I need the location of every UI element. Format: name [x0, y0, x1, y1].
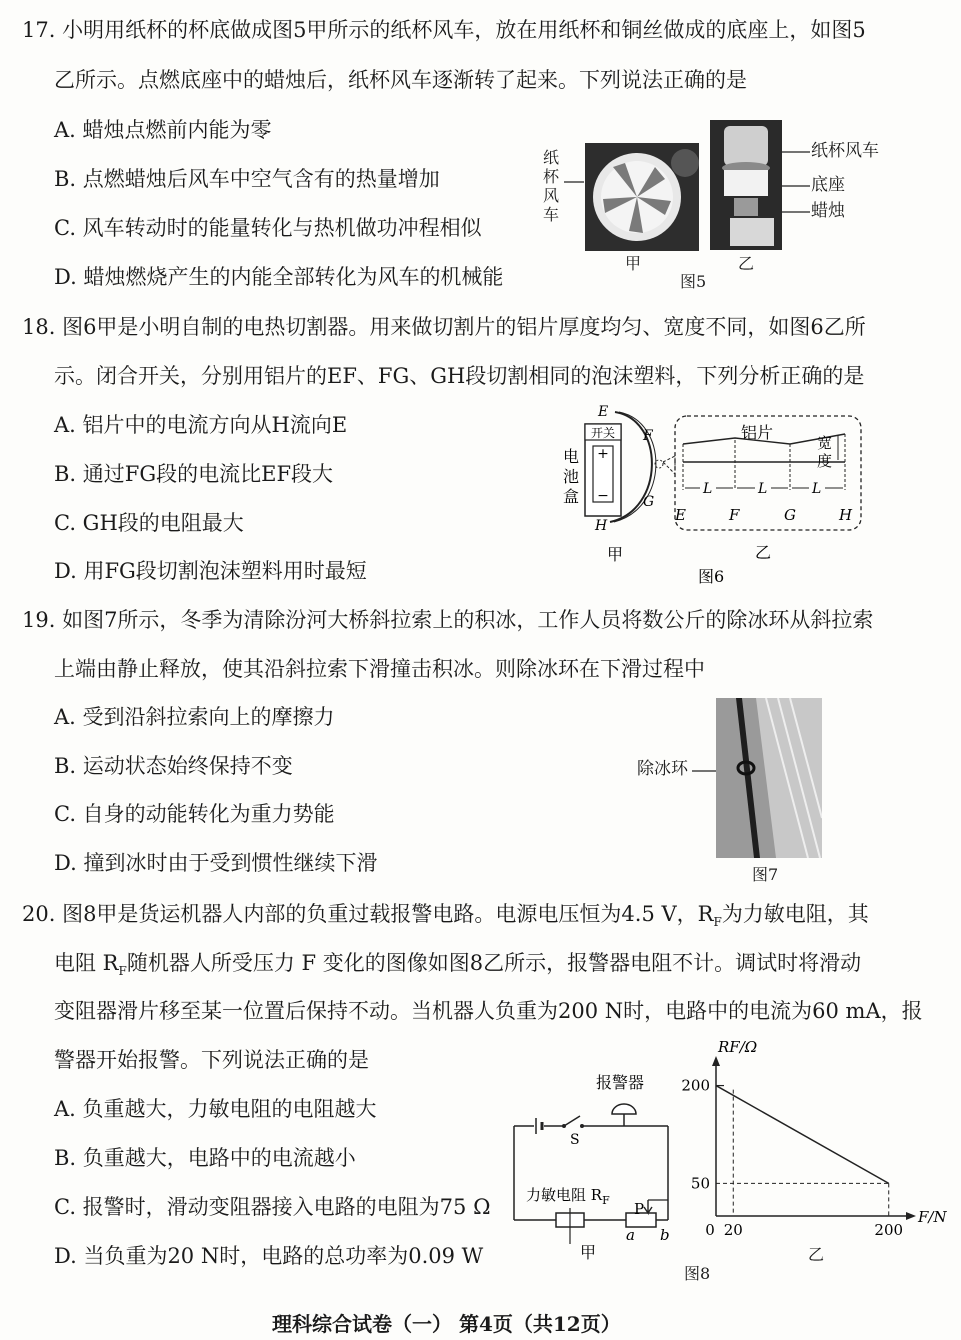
q20-option-c: C. 报警时，滑动变阻器接入电路的电阻为75 Ω — [54, 1195, 491, 1219]
fig6-minus: − — [597, 488, 609, 504]
q20-stem-line4: 警器开始报警。下列说法正确的是 — [54, 1048, 369, 1072]
fig5-yi: 乙 — [738, 254, 755, 273]
fig6-caption: 图6 — [698, 567, 725, 586]
fig8-jia: 甲 — [580, 1243, 597, 1262]
fig8-switch — [564, 1116, 580, 1126]
fig8-switch-label: S — [570, 1132, 580, 1148]
chart-x-tick-0: 0 — [705, 1221, 715, 1239]
q19-option-a: A. 受到沿斜拉索向上的摩擦力 — [54, 705, 335, 729]
fig6-yi-G: G — [784, 506, 796, 524]
fig6-jia-H: H — [595, 518, 608, 534]
q17-stem-line2: 乙所示。点燃底座中的蜡烛后，纸杯风车逐渐转了起来。下列说法正确的是 — [54, 68, 747, 92]
fig6-L1: L — [703, 481, 713, 497]
q19-stem-line1: 19. 如图7所示，冬季为清除汾河大桥斜拉索上的积冰，工作人员将数公斤的除冰环从斜拉索 — [22, 608, 874, 632]
fig6-L2: L — [758, 481, 768, 497]
chart-x-tick-200: 200 — [874, 1221, 904, 1239]
fig8-alarm — [612, 1104, 636, 1114]
fig6 — [555, 400, 865, 586]
chart-y-tick-50: 50 — [690, 1174, 710, 1193]
q17-option-c: C. 风车转动时的能量转化与热机做功冲程相似 — [54, 216, 482, 240]
q19-option-b: B. 运动状态始终保持不变 — [54, 754, 293, 778]
chart-y-arrow — [712, 1056, 720, 1066]
fig6-foil-label: 铝片 — [741, 423, 774, 442]
fig5-pointer — [564, 178, 584, 188]
fig5-pointers — [782, 146, 812, 226]
chart-x-tick-20: 20 — [723, 1221, 743, 1239]
fig8-circuit — [508, 1068, 688, 1268]
fig6-plus: + — [597, 446, 609, 462]
q19-option-c: C. 自身的动能转化为重力势能 — [54, 802, 335, 826]
fig6-jia-E: E — [598, 404, 609, 420]
page-footer: 理科综合试卷（一） 第4页（共12页） — [272, 1312, 621, 1336]
fig6-jia: 甲 — [607, 545, 624, 564]
chart-x-arrow — [906, 1212, 916, 1220]
q17-option-b: B. 点燃蜡烛后风车中空气含有的热量增加 — [54, 167, 440, 191]
q19-stem-line2: 上端由静止释放，使其沿斜拉索下滑撞击积冰。则除冰环在下滑过程中 — [54, 657, 705, 681]
fig6-yi-H: H — [839, 506, 853, 524]
q17-option-a: A. 蜡烛点燃前内能为零 — [54, 118, 272, 142]
fig8-P: P — [634, 1200, 645, 1218]
fig8-chart — [680, 1038, 947, 1250]
fig8-a: a — [626, 1226, 635, 1244]
q17-option-d: D. 蜡烛燃烧产生的内能全部转化为风车的机械能 — [54, 265, 504, 289]
q18-option-a: A. 铝片中的电流方向从H流向E — [54, 413, 348, 437]
q20-option-a: A. 负重越大，力敏电阻的电阻越大 — [54, 1097, 377, 1121]
fig6-width-2: 度 — [817, 452, 833, 470]
fig5-label-windmill: 纸杯风车 — [811, 141, 879, 161]
fig5-photo-yi — [710, 120, 782, 250]
fig8-resistor-label: 力敏电阻 $R_F$ — [526, 1186, 610, 1207]
fig7-label: 除冰环 — [637, 759, 688, 779]
q20-option-b: B. 负重越大，电路中的电流越小 — [54, 1146, 356, 1170]
fig5-label-base: 底座 — [811, 175, 845, 195]
fig8-alarm-label: 报警器 — [596, 1073, 645, 1092]
q18-stem-line2: 示。闭合开关，分别用铝片的EF、FG、GH段切割相同的泡沫塑料，下列分析正确的是 — [54, 364, 865, 388]
fig6-yi-F: F — [729, 506, 740, 524]
fig6-jia-F: F — [643, 428, 653, 444]
fig8-yi: 乙 — [808, 1245, 825, 1264]
q20-stem-line1: 20. 图8甲是货运机器人内部的负重过载报警电路。电源电压恒为4.5 V，$R_F$为力敏电阻，其 — [22, 902, 869, 930]
fig6-jia-G: G — [643, 494, 655, 510]
q18-option-c: C. GH段的电阻最大 — [54, 511, 244, 535]
fig6-switch: 开关 — [590, 426, 616, 440]
fig6-width-1: 宽 — [817, 434, 833, 452]
chart-y-tick-200: 200 — [681, 1076, 710, 1095]
fig6-battery-label-2: 池 — [563, 467, 580, 486]
fig5-side-label: 纸 杯 风 车 — [543, 148, 560, 224]
fig5-caption: 图5 — [680, 272, 707, 291]
q20-option-d: D. 当负重为20 N时，电路的总功率为0.09 W — [54, 1244, 484, 1268]
chart-x-label: F/N — [918, 1208, 947, 1226]
fig7-caption: 图7 — [752, 865, 779, 884]
chart-y-label: RF/Ω — [718, 1038, 758, 1056]
q18-stem-line1: 18. 图6甲是小明自制的电热切割器。用来做切割片的铝片厚度均匀、宽度不同，如图6乙所 — [22, 315, 866, 339]
q20-stem-line3: 变阻器滑片移至某一位置后保持不动。当机器人负重为200 N时，电路中的电流为60 mA，报 — [54, 999, 923, 1023]
fig6-L3: L — [812, 481, 822, 497]
q18-option-d: D. 用FG段切割泡沫塑料用时最短 — [54, 559, 367, 583]
fig8-b: b — [660, 1226, 670, 1244]
q19-option-d: D. 撞到冰时由于受到惯性继续下滑 — [54, 851, 378, 875]
q20-stem-line2: 电阻 $R_F$随机器人所受压力 F 变化的图像如图8乙所示，报警器电阻不计。调试时将滑动 — [54, 951, 862, 979]
fig6-yi-E: E — [675, 506, 686, 524]
fig5-label-candle: 蜡烛 — [811, 201, 845, 221]
fig6-yi: 乙 — [755, 543, 772, 562]
chart-series-line — [716, 1086, 889, 1184]
fig8-slider — [644, 1200, 652, 1213]
q18-option-b: B. 通过FG段的电流比EF段大 — [54, 462, 334, 486]
fig7-photo — [716, 698, 822, 858]
fig5-photo-jia — [585, 143, 699, 251]
fig6-battery-label-3: 盒 — [563, 487, 580, 506]
q17-stem-line1: 17. 小明用纸杯的杯底做成图5甲所示的纸杯风车，放在用纸杯和铜丝做成的底座上，如图5 — [22, 18, 866, 42]
fig6-battery-label-1: 电 — [563, 447, 580, 466]
fig8-caption: 图8 — [684, 1264, 711, 1283]
fig5-jia: 甲 — [625, 254, 642, 273]
